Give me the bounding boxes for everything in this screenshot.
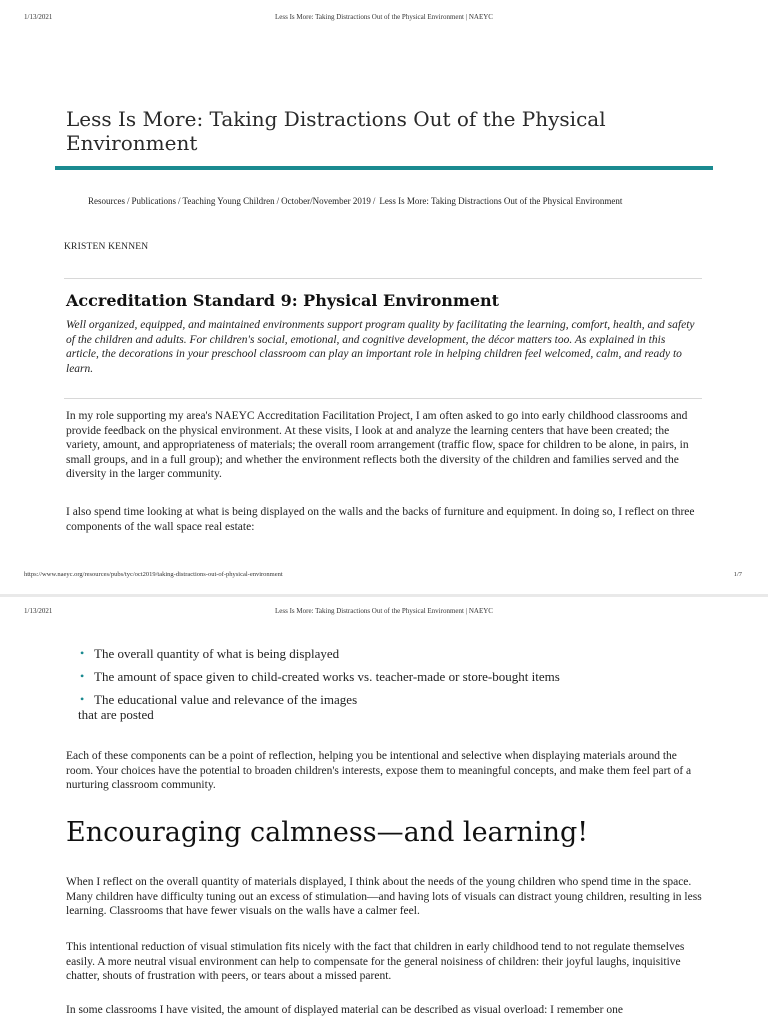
bullet-icon: • <box>80 646 85 660</box>
body-paragraph: Each of these components can be a point of reflection, helping you be intentional and selective when displaying materials around the room. Your choices have the potential to broaden children's interests, expose them to meaningful concepts, and make them feel part of a nurturing classroom community. <box>66 750 692 791</box>
breadcrumb-issue[interactable]: October/November 2019 <box>281 196 371 206</box>
print-footer-page: 1/7 <box>733 571 742 578</box>
body-paragraph: In my role supporting my area's NAEYC Accreditation Facilitation Project, I am often asked to go into early childhood classrooms and provide feedback on the physical environment. At these visits, I look at and analyze the learning centers that have been created; the variety, amount, and appropriateness of materials; the overall room arrangement (traffic flow, space for children to be alone, in pairs, in small groups, and in a full group); and whether the environment reflects both the diversity of the children and families served and the diversity in the larger community. <box>66 410 689 480</box>
breadcrumb: Resources / Publications / Teaching Young Children / October/November 2019 / Less Is More: Taking Distractions Out of the Physical Environment <box>88 196 623 206</box>
body-paragraph: In some classrooms I have visited, the amount of displayed material can be described as visual overload: I remember one <box>66 1004 623 1016</box>
article-title: Less Is More: Taking Distractions Out of the Physical Environment <box>66 107 606 155</box>
section-heading: Encouraging calmness—and learning! <box>66 817 589 848</box>
author-name[interactable]: KRISTEN KENNEN <box>64 242 149 252</box>
title-divider <box>55 166 713 170</box>
breadcrumb-teaching-young-children[interactable]: Teaching Young Children <box>182 196 275 206</box>
body-paragraph: This intentional reduction of visual stimulation fits nicely with the fact that children in early childhood tend to not regulate themselves easily. A more neutral visual environment can help to compensate for the general noisiness of children: their joyful laughs, inquisitive chatter, shouts of frustration with peers, or tears about a missed parent. <box>66 941 685 982</box>
print-header-title: Less Is More: Taking Distractions Out of the Physical Environment | NAEYC <box>275 607 493 615</box>
list-item: • The overall quantity of what is being displayed <box>80 646 340 661</box>
list-item: • The educational value and relevance of the images that are posted <box>78 692 358 722</box>
body-paragraph: When I reflect on the overall quantity of materials displayed, I think about the needs of the young children who spend time in the space. Many children have difficulty tuning out an excess of stimulation—and having lots of visuals can distract young children, resulting in less learning. Classrooms that have fewer visuals on the walls have a calmer feel. <box>66 876 702 917</box>
print-header-date: 1/13/2021 <box>24 13 53 21</box>
standard-title: Accreditation Standard 9: Physical Environment <box>66 291 500 310</box>
bullet-icon: • <box>80 692 85 706</box>
print-page-2 <box>0 597 768 1024</box>
components-list <box>78 646 560 730</box>
print-header-date: 1/13/2021 <box>24 607 53 615</box>
standard-summary: Well organized, equipped, and maintained environments support program quality by facilitating the learning, comfort, health, and safety of the children and adults. For children's social, emotional, and cognitive development, the décor matters too. As explained in this article, the decorations in your preschool classroom can play an important role in helping children feel welcomed, calm, and ready to learn. <box>66 319 695 375</box>
body-paragraph: I also spend time looking at what is being displayed on the walls and the backs of furniture and equipment. In doing so, I reflect on three components of the wall space real estate: <box>66 506 695 533</box>
print-footer-url: https://www.naeyc.org/resources/pubs/tyc/oct2019/taking-distractions-out-of-physical-environment <box>24 571 283 578</box>
list-item: • The amount of space given to child-created works vs. teacher-made or store-bought items <box>80 669 560 684</box>
breadcrumb-current: Less Is More: Taking Distractions Out of the Physical Environment <box>379 196 623 206</box>
print-header-title: Less Is More: Taking Distractions Out of the Physical Environment | NAEYC <box>275 13 493 21</box>
section-divider <box>64 278 702 279</box>
breadcrumb-resources[interactable]: Resources <box>88 196 125 206</box>
section-divider <box>64 398 702 399</box>
breadcrumb-publications[interactable]: Publications <box>131 196 177 206</box>
bullet-icon: • <box>80 669 85 683</box>
